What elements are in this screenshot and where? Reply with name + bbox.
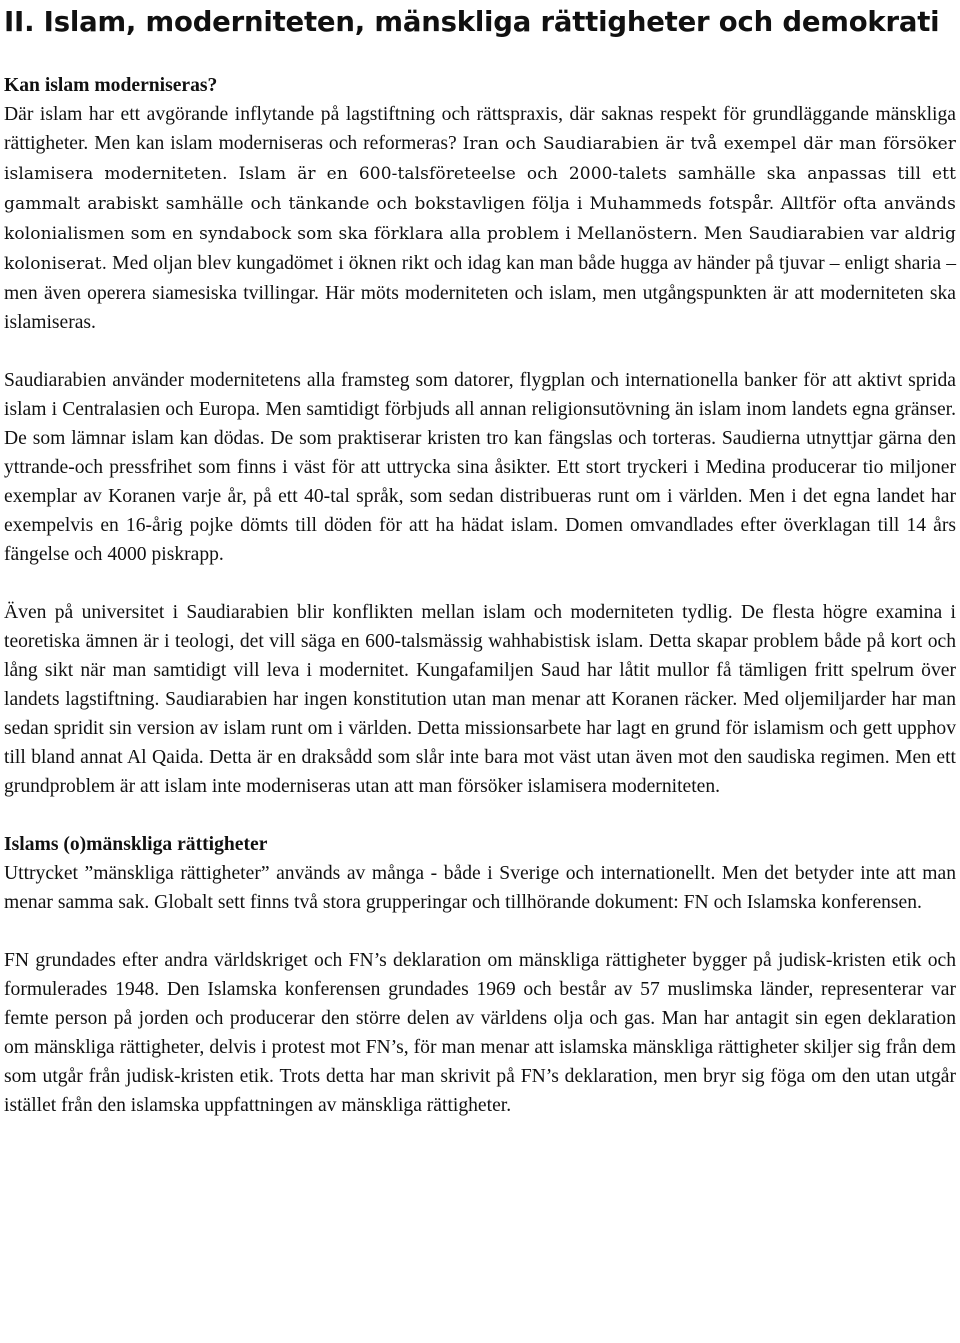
paragraph-un-vs-oic: FN grundades efter andra världskriget och FN’s deklaration om mänskliga rättigheter bygger på judisk-kristen etik och formulerades 1948. Den Islamska konferensen grundades 1969 och består av 57 muslimska länder, representerar var femte person på jorden och producerar den större delen av världens olja och gas. Man har antagit sin egen deklaration om mänskliga rättigheter, delvis i protest mot FN’s, för man menar att islamska mänskliga rättigheter skiljer sig från dem som utgår från judisk-kristen etik. Trots detta har man skrivit på FN’s deklaration, men bryr sig föga om den utan utgår istället från den islamska uppfattningen av mänskliga rättigheter. (4, 950, 956, 1116)
chapter-title: II. Islam, moderniteten, mänskliga rättigheter och demokrati (4, 6, 940, 38)
paragraph-human-rights-intro: Uttrycket ”mänskliga rättigheter” används av många - både i Sverige och internationellt. Men det betyder inte att man menar samma sak. Globalt sett finns två stora grupperingar och tillhörande dokument: FN och Islamska konferensen. (4, 863, 956, 913)
paragraph-intro-s3: Alltför ofta används kolonialismen som en syndabock som ska förklara alla problem i Mellanöstern. Men Saudiarabien var aldrig koloniserat. (4, 194, 956, 274)
paragraph-intro-s2: Iran och Saudiarabien är två exempel där man försöker islamisera moderniteten. Islam är en 600-talsföreteelse och 2000-talets samhälle ska anpassas till ett gammalt arabiskt samhälle och tänkande och bokstavligen följa i Muhammeds fotspår. (4, 134, 956, 214)
paragraph-intro (4, 100, 956, 337)
section-heading-islam-modernization: Kan islam moderniseras? (4, 75, 218, 96)
paragraph-universities: Även på universitet i Saudiarabien blir konflikten mellan islam och moderniteten tydlig. De flesta högre examina i teoretiska ämnen är i teologi, det vill säga en 600-talsmässig wahhabistisk islam. Detta skapar problem både på kort och lång sikt när man samtidigt vill leva i modernitet. Kungafamiljen Saud har låtit mullor få tämligen fritt spelrum över landets lagstiftning. Saudiarabien har ingen konstitution utan man menar att Koranen räcker. Med oljemiljarder har man sedan spridit sin version av islam runt om i världen. Detta missionsarbete har lagt en grund för islamism och gett upphov till bland annat Al Qaida. Detta är en draksådd som slår inte bara mot väst utan även mot den saudiska regimen. Men ett grundproblem är att islam inte moderniseras utan att man försöker islamisera moderniteten. (4, 602, 956, 797)
section-heading-human-rights: Islams (o)mänskliga rättigheter (4, 834, 268, 855)
paragraph-saudi-modernity: Saudiarabien använder modernitetens alla framsteg som datorer, flygplan och internationella banker för att aktivt sprida islam i Centralasien och Europa. Men samtidigt förbjuds all annan religionsutövning än islam inom landets egna gränser. De som lämnar islam kan dödas. De som praktiserar kristen tro kan fängslas och torteras. Saudierna utnyttjar gärna den yttrande-och pressfrihet som finns i väst för att uttrycka sina åsikter. Ett stort tryckeri i Medina producerar tio miljoner exemplar av Koranen varje år, på ett 40-tal språk, som sedan distribueras runt om i världen. Men i det egna landet har exempelvis en 16-årig pojke dömts till döden för att ha hädat islam. Domen omvandlades efter överklagan till 14 års fängelse och 4000 piskrapp. (4, 370, 956, 565)
paragraph-intro-s4: Med oljan blev kungadömet i öknen rikt och idag kan man både hugga av händer på tjuvar – enligt sharia – men även operera siamesiska tvillingar. Här möts moderniteten och islam, men utgångspunkten är att moderniteten ska islamiseras. (4, 253, 956, 333)
paragraph-intro-s1: Där islam har ett avgörande inflytande på lagstiftning och rättspraxis, där saknas respekt för grundläggande mänskliga rättigheter. Men kan islam moderniseras och reformeras? (4, 104, 956, 154)
